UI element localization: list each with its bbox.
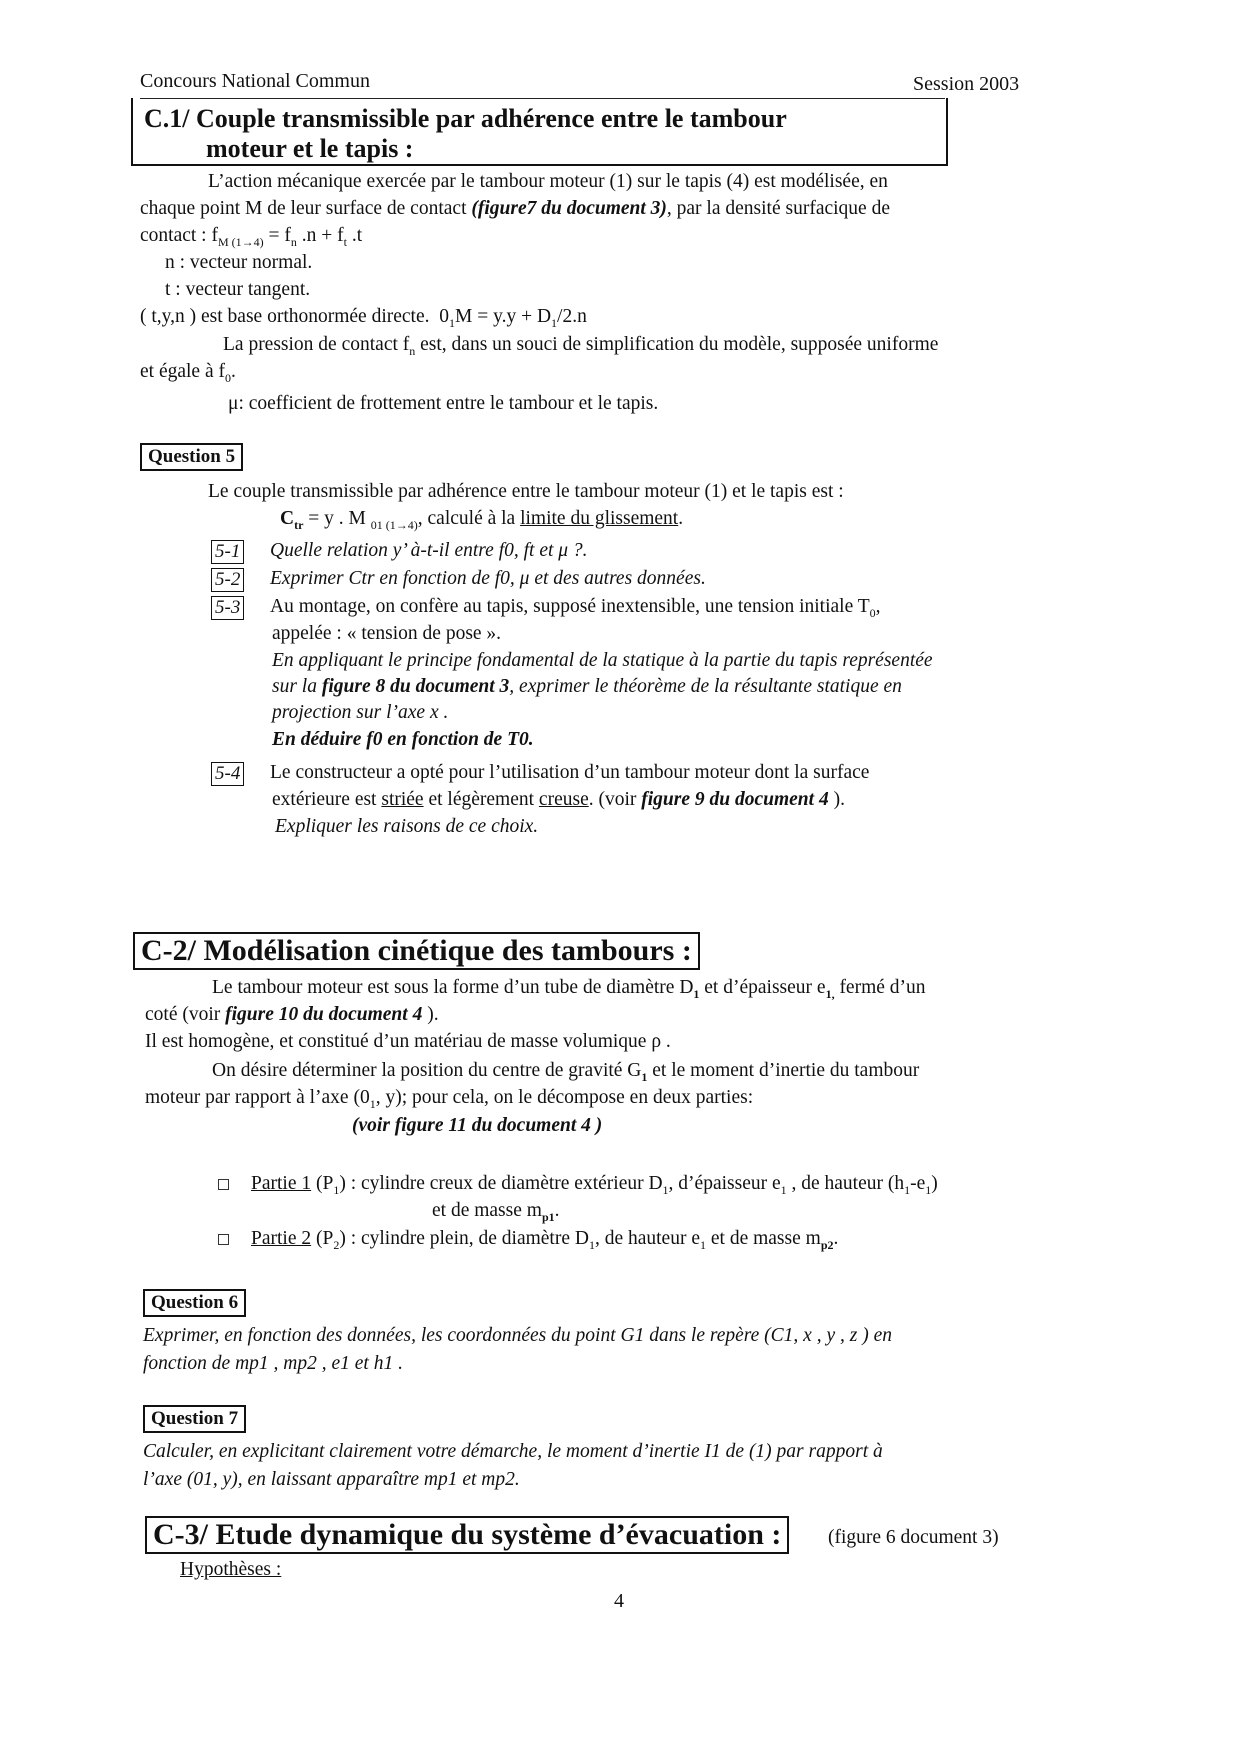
q5-4-line3: Expliquer les raisons de ce choix. bbox=[275, 816, 539, 837]
base-definition: ( t,y,n ) est base orthonormée directe. $0_1M = y.y + D_1/2.n$ bbox=[140, 306, 587, 330]
sec2-para1-line1: Le tambour moteur est sous la forme d’un tube de diamètre $D_1$ et d’épaisseur $e_{1,}$ fermé d’un bbox=[212, 977, 926, 1001]
sec1-para2-line1: La pression de contact $f_n$ est, dans un souci de simplification du modèle, supposée uniforme bbox=[223, 334, 939, 358]
sec1-para1-line2: chaque point M de leur surface de contact (figure7 du document 3), par la densité surfacique de bbox=[140, 198, 890, 219]
q5-2-text: Exprimer Ctr en fonction de f0, μ et des autres données. bbox=[270, 568, 706, 589]
q5-4-line1: Le constructeur a opté pour l’utilisation d’un tambour moteur dont la surface bbox=[270, 762, 870, 783]
q5-4-line2: extérieure est striée et légèrement creuse. (voir figure 9 du document 4 ). bbox=[272, 789, 845, 810]
q5-3-line3: En appliquant le principe fondamental de la statique à la partie du tapis représentée bbox=[272, 650, 933, 671]
question-5-label: Question 5 bbox=[140, 443, 243, 471]
sec1-para1-line3: contact : $f_{M (1\to 4)} = f_n$ $.n + f_t$ .t bbox=[140, 225, 363, 249]
q7-line2: l’axe (01, y), en laissant apparaître mp1 et mp2. bbox=[143, 1469, 520, 1490]
sec1-para2-line2: et égale à $f_0$. bbox=[140, 361, 236, 385]
q6-line2: fonction de mp1 , mp2 , e1 et h1 . bbox=[143, 1353, 403, 1374]
q7-line1: Calculer, en explicitant clairement votre démarche, le moment d’inertie I1 de (1) par rapport à bbox=[143, 1441, 883, 1462]
section-1-title-line1: C.1/ Couple transmissible par adhérence entre le tambour bbox=[144, 104, 787, 133]
hypotheses-heading: Hypothèses : bbox=[180, 1559, 282, 1580]
q5-3-number: 5-3 bbox=[211, 596, 244, 620]
bullet-square-icon bbox=[218, 1179, 229, 1190]
section-3-figure-ref: (figure 6 document 3) bbox=[828, 1527, 999, 1548]
sec2-para3-line2: moteur par rapport à l’axe ($0_1$, y); pour cela, on le décompose en deux parties: bbox=[145, 1087, 754, 1111]
header-rule bbox=[140, 98, 945, 99]
sec2-para1-line2: coté (voir figure 10 du document 4 ). bbox=[145, 1004, 439, 1025]
page-number: 4 bbox=[614, 1590, 624, 1612]
sec2-figure-ref: (voir figure 11 du document 4 ) bbox=[352, 1115, 603, 1136]
q5-3-line2: appelée : « tension de pose ». bbox=[272, 623, 502, 644]
part-1-item: Partie 1 $(P_1)$ : cylindre creux de diamètre extérieur $D_1$, d’épaisseur $e_1$ , de hauteur $(h_1-e_1)$ bbox=[218, 1170, 938, 1204]
section-3-title: C-3/ Etude dynamique du système d’évacuation : bbox=[145, 1516, 789, 1554]
section-1-title-line2: moteur et le tapis : bbox=[206, 134, 414, 163]
q5-3-line1: Au montage, on confère au tapis, supposé inextensible, une tension initiale $T_0$, bbox=[270, 596, 881, 620]
friction-coefficient-def: μ: coefficient de frottement entre le tambour et le tapis. bbox=[228, 393, 659, 414]
part-2-item: Partie 2 $(P_2)$ : cylindre plein, de diamètre $D_1$, de hauteur $e_1$ et de masse $m_{p2}$. bbox=[218, 1225, 838, 1259]
bullet-square-icon bbox=[218, 1234, 229, 1245]
section-1-title bbox=[144, 104, 924, 164]
q5-1-number: 5-1 bbox=[211, 540, 244, 564]
q5-couple-formula: $C_{tr} = y$ . M $_{01 (1\to 4)}$, calculé à la limite du glissement. bbox=[280, 508, 684, 532]
header-right: Session 2003 bbox=[913, 73, 1020, 95]
tangent-vector-def: t : vecteur tangent. bbox=[165, 279, 311, 300]
q5-intro: Le couple transmissible par adhérence entre le tambour moteur (1) et le tapis est : bbox=[208, 481, 844, 502]
normal-vector-def: n : vecteur normal. bbox=[165, 252, 313, 273]
question-6-label: Question 6 bbox=[143, 1289, 246, 1317]
header-left: Concours National Commun bbox=[140, 70, 370, 92]
sec2-para2: Il est homogène, et constitué d’un matériau de masse volumique ρ . bbox=[145, 1031, 671, 1052]
sec1-para1-line1: L’action mécanique exercée par le tambour moteur (1) sur le tapis (4) est modélisée, en bbox=[208, 171, 888, 192]
question-7-label: Question 7 bbox=[143, 1405, 246, 1433]
q5-3-line5: projection sur l’axe x . bbox=[272, 702, 449, 723]
q5-3-line4: sur la figure 8 du document 3, exprimer le théorème de la résultante statique en bbox=[272, 676, 902, 697]
q5-3-line6: En déduire f0 en fonction de T0. bbox=[272, 729, 534, 750]
part-1-mass: et de masse $m_{p1}$. bbox=[432, 1200, 560, 1224]
sec2-para3-line1: On désire déterminer la position du centre de gravité $G_1$ et le moment d’inertie du tambour bbox=[212, 1060, 920, 1084]
q5-2-number: 5-2 bbox=[211, 568, 244, 592]
q5-4-number: 5-4 bbox=[211, 762, 244, 786]
q5-1-text: Quelle relation y’ à-t-il entre f0, ft et μ ?. bbox=[270, 540, 588, 561]
section-2-title: C-2/ Modélisation cinétique des tambours : bbox=[133, 932, 700, 970]
q6-line1: Exprimer, en fonction des données, les coordonnées du point G1 dans le repère (C1, x , y , z ) en bbox=[143, 1325, 892, 1346]
